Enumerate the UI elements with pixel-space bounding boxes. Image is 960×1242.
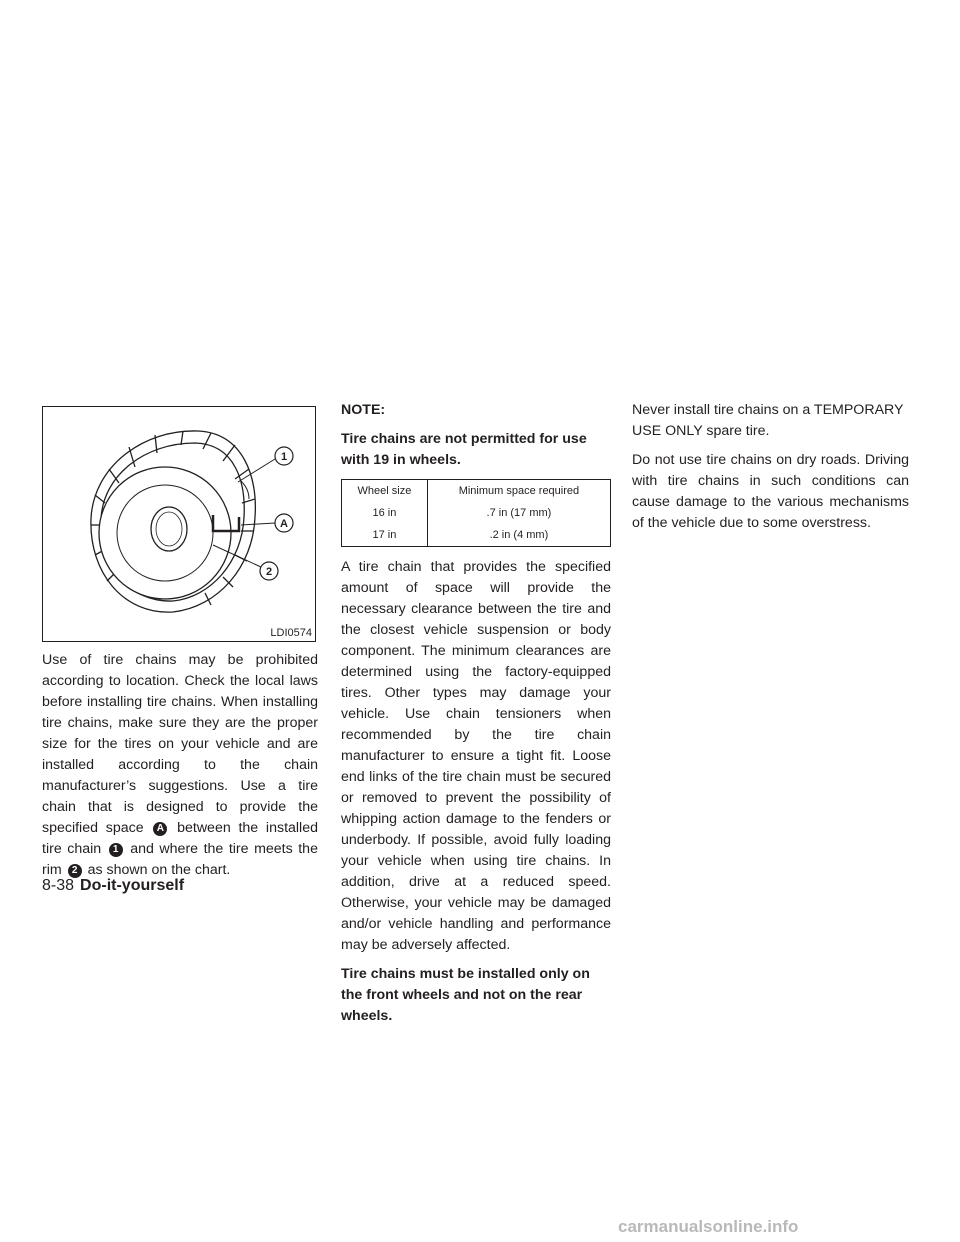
table-row — [342, 524, 611, 547]
clearance-paragraph: A tire chain that provides the specified amount of space will provide the necessary clearance between the tire and the closest vehicle suspension or body component. The minimum clearances are determined using the factory-equipped tires. Other types may damage your vehicle. Use chain tensioners when recommended by the tire chain manufacturer to ensure a tight fit. Loose end links of the tire chain must be secured or removed to prevent the possibility of whipping action damage to the fenders or underbody. If possible, avoid fully loading your vehicle when using tire chains. In addition, drive at a reduced speed. Otherwise, your vehicle may be damaged and/or vehicle handling and performance may be adversely affected. — [341, 559, 611, 953]
column-1 — [42, 650, 318, 889]
column-2 — [341, 400, 611, 1035]
tire-chain-figure — [42, 406, 316, 642]
intro-text-1: Use of tire chains may be prohibited according to location. Check the local laws before installing tire chains. When installing tire chains, make sure they are the proper size for the tires on your vehicle and are installed according to the chain manufacturer’s suggestions. Use a tire chain that is designed to provide the specified space — [42, 652, 318, 836]
figure-label-2: 2 — [265, 566, 273, 578]
callout-a: A — [153, 822, 167, 836]
tire-chain-illustration — [43, 407, 315, 641]
intro-paragraph — [42, 650, 318, 881]
dry-roads-paragraph: Do not use tire chains on dry roads. Driving with tire chains in such conditions can cause damage to the various mechanisms of the vehicle due to some overstress. — [632, 452, 909, 531]
figure-code: LDI0574 — [270, 627, 312, 639]
callout-1: 1 — [109, 843, 123, 857]
watermark: carmanualsonline.info — [618, 1217, 799, 1236]
spare-tire-paragraph: Never install tire chains on a TEMPORARY USE ONLY spare tire. — [632, 402, 904, 439]
table-header-wheel-size: Wheel size — [357, 485, 412, 497]
figure-label-a: A — [280, 518, 288, 530]
column-3 — [632, 400, 909, 542]
table-row — [342, 502, 611, 524]
table-header-min-space: Minimum space required — [427, 480, 610, 503]
table-cell: .7 in (17 mm) — [427, 502, 610, 524]
intro-text-3: and where the tire meets the rim — [42, 841, 318, 878]
intro-text-2: between the installed tire chain — [42, 820, 318, 857]
table-header-row — [342, 480, 611, 503]
clearance-table — [341, 479, 611, 547]
section-title: Do-it-yourself — [80, 877, 185, 894]
table-cell: 17 in — [372, 529, 397, 541]
front-wheels-warning: Tire chains must be installed only on the front wheels and not on the rear wheels. — [341, 966, 590, 1024]
figure-label-1: 1 — [280, 451, 288, 463]
table-cell: 16 in — [372, 507, 397, 519]
intro-text-4: as shown on the chart. — [87, 862, 231, 878]
note-label: NOTE: — [341, 402, 386, 418]
callout-2: 2 — [68, 864, 82, 878]
page-number: 8-38 — [42, 877, 75, 894]
table-cell: .2 in (4 mm) — [427, 524, 610, 547]
page-footer — [42, 876, 184, 896]
note-text: Tire chains are not permitted for use with 19 in wheels. — [341, 431, 587, 468]
